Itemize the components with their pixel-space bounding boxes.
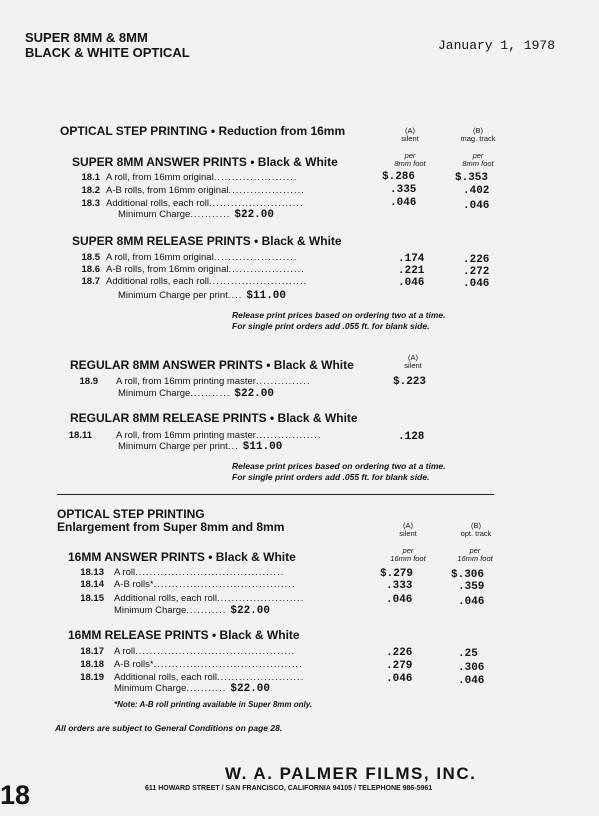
s2-release-note-line2: For single print orders add .055 ft. for blank side.: [232, 472, 430, 482]
s3-col-a-header: (A) silent: [399, 521, 417, 538]
s1-release-title: SUPER 8MM RELEASE PRINTS • Black & White: [72, 234, 342, 248]
section-divider: [57, 494, 494, 495]
s1-col-a-unit: per 8mm foot: [394, 151, 426, 168]
s3-col-b-header: (B) opt. track: [460, 521, 492, 538]
section3-title: OPTICAL STEP PRINTING: [57, 507, 205, 521]
s3-release-minimum: Minimum Charge........... $22.00: [114, 683, 270, 695]
s2-col-a-header: (A) silent: [404, 353, 422, 370]
s3-answer-minimum: Minimum Charge........... $22.00: [114, 605, 270, 617]
s3-col-b-unit: per 16mm foot: [457, 546, 493, 563]
s1-release-note-line1: Release print prices based on ordering two at a time.: [232, 310, 446, 320]
s3-release-title: 16MM RELEASE PRINTS • Black & White: [68, 628, 300, 642]
doc-date: January 1, 1978: [438, 38, 556, 53]
doc-title-line2: BLACK & WHITE OPTICAL: [25, 45, 190, 60]
s1-release-note-line2: For single print orders add .055 ft. for blank side.: [232, 321, 430, 331]
section1-title: OPTICAL STEP PRINTING • Reduction from 16mm: [60, 124, 346, 138]
s1-answer-minimum: Minimum Charge........... $22.00: [118, 209, 274, 221]
company-name: W. A. PALMER FILMS, INC.: [225, 764, 477, 783]
company-address: 611 HOWARD STREET / SAN FRANCISCO, CALIFORNIA 94105 / TELEPHONE 986-5961: [145, 785, 433, 792]
s1-release-minimum: Minimum Charge per print.... $11.00: [118, 290, 286, 302]
section3-subtitle: Enlargement from Super 8mm and 8mm: [57, 520, 285, 534]
s2-release-minimum: Minimum Charge per print... $11.00: [118, 441, 283, 453]
s3-col-a-unit: per 16mm foot: [390, 546, 426, 563]
s3-release-footnote: *Note: A-B roll printing available in Super 8mm only.: [114, 700, 313, 709]
s1-answer-title: SUPER 8MM ANSWER PRINTS • Black & White: [72, 155, 338, 169]
s3-answer-title: 16MM ANSWER PRINTS • Black & White: [68, 550, 296, 564]
doc-title-line1: SUPER 8MM & 8MM: [25, 30, 148, 45]
s1-col-b-header: (B) mag. track: [460, 126, 496, 143]
s1-col-a-header: (A) silent: [401, 126, 419, 143]
page-number: 18: [0, 780, 31, 810]
s2-release-title: REGULAR 8MM RELEASE PRINTS • Black & White: [70, 411, 358, 425]
s1-col-b-unit: per 8mm foot: [462, 151, 494, 168]
s2-release-note-line1: Release print prices based on ordering two at a time.: [232, 461, 446, 471]
s2-answer-title: REGULAR 8MM ANSWER PRINTS • Black & White: [70, 358, 354, 372]
general-conditions-note: All orders are subject to General Conditions on page 28.: [55, 723, 283, 733]
s2-answer-minimum: Minimum Charge........... $22.00: [118, 388, 274, 400]
